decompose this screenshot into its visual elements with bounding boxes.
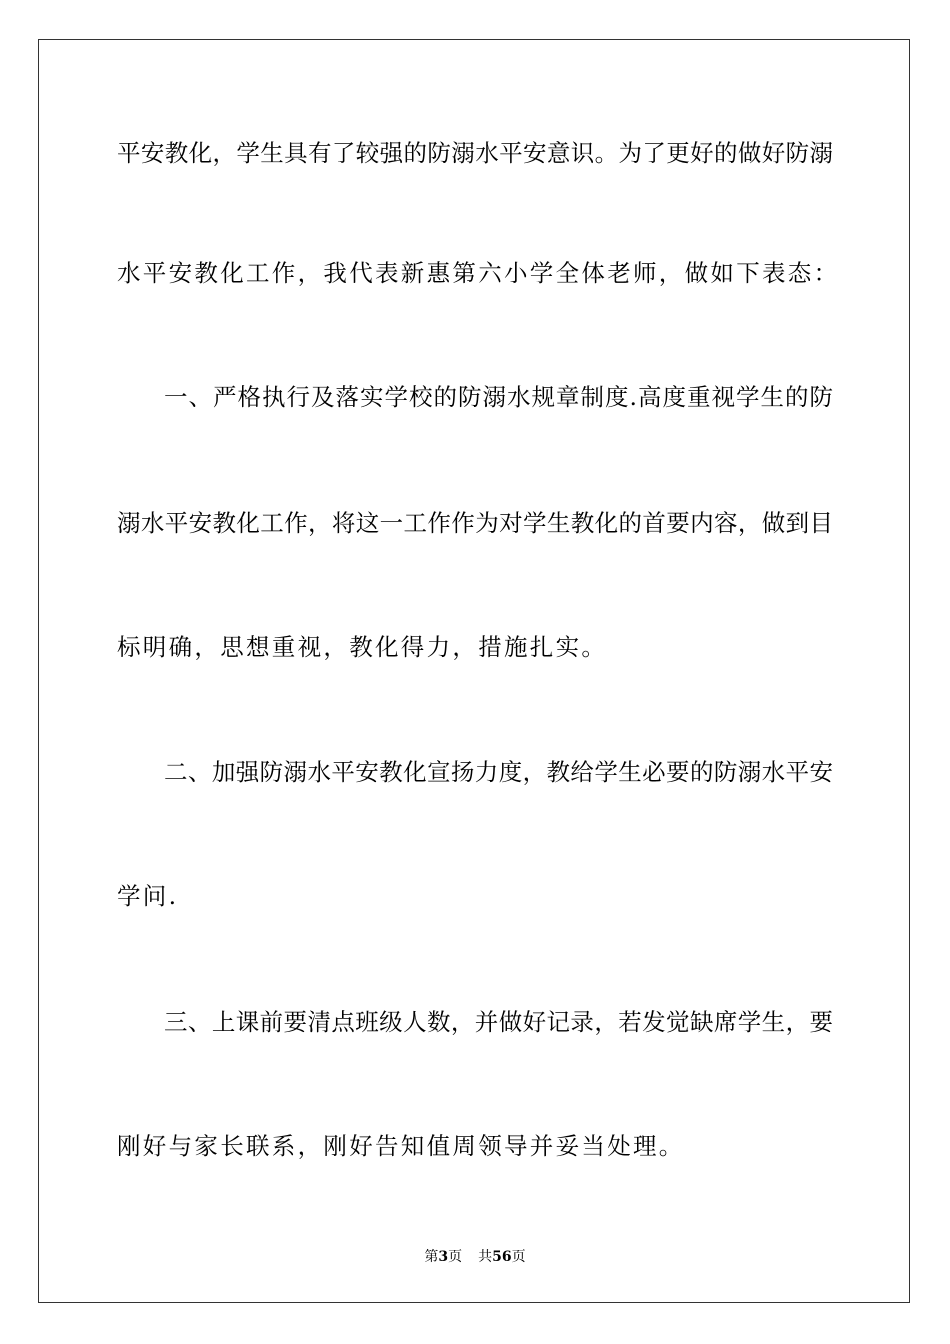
paragraph-line-1: 平安教化，学生具有了较强的防溺水平安意识。为了更好的做好防溺 [117, 139, 833, 167]
paragraph-line-2: 水平安教化工作，我代表新惠第六小学全体老师，做如下表态： [117, 259, 840, 287]
footer-total-prefix: 共 [478, 1249, 493, 1265]
footer-page-suffix: 页 [448, 1249, 463, 1265]
paragraph-line-4: 溺水平安教化工作，将这一工作作为对学生教化的首要内容，做到目 [117, 509, 833, 537]
paragraph-line-7: 学问. [117, 882, 179, 910]
paragraph-line-5: 标明确，思想重视，教化得力，措施扎实。 [117, 633, 608, 661]
paragraph-line-8: 三、上课前要清点班级人数，并做好记录，若发觉缺席学生，要 [164, 1008, 833, 1036]
page-footer [0, 1248, 950, 1266]
footer-total-suffix: 页 [511, 1249, 526, 1265]
footer-prefix: 第 [424, 1249, 439, 1265]
current-page-number: 3 [438, 1249, 449, 1265]
total-page-count: 56 [492, 1249, 512, 1265]
page-border [38, 39, 910, 1303]
paragraph-line-6: 二、加强防溺水平安教化宣扬力度，教给学生必要的防溺水平安 [164, 758, 833, 786]
paragraph-line-3: 一、严格执行及落实学校的防溺水规章制度.高度重视学生的防 [164, 383, 833, 411]
paragraph-line-9: 刚好与家长联系，刚好告知值周领导并妥当处理。 [117, 1132, 685, 1160]
